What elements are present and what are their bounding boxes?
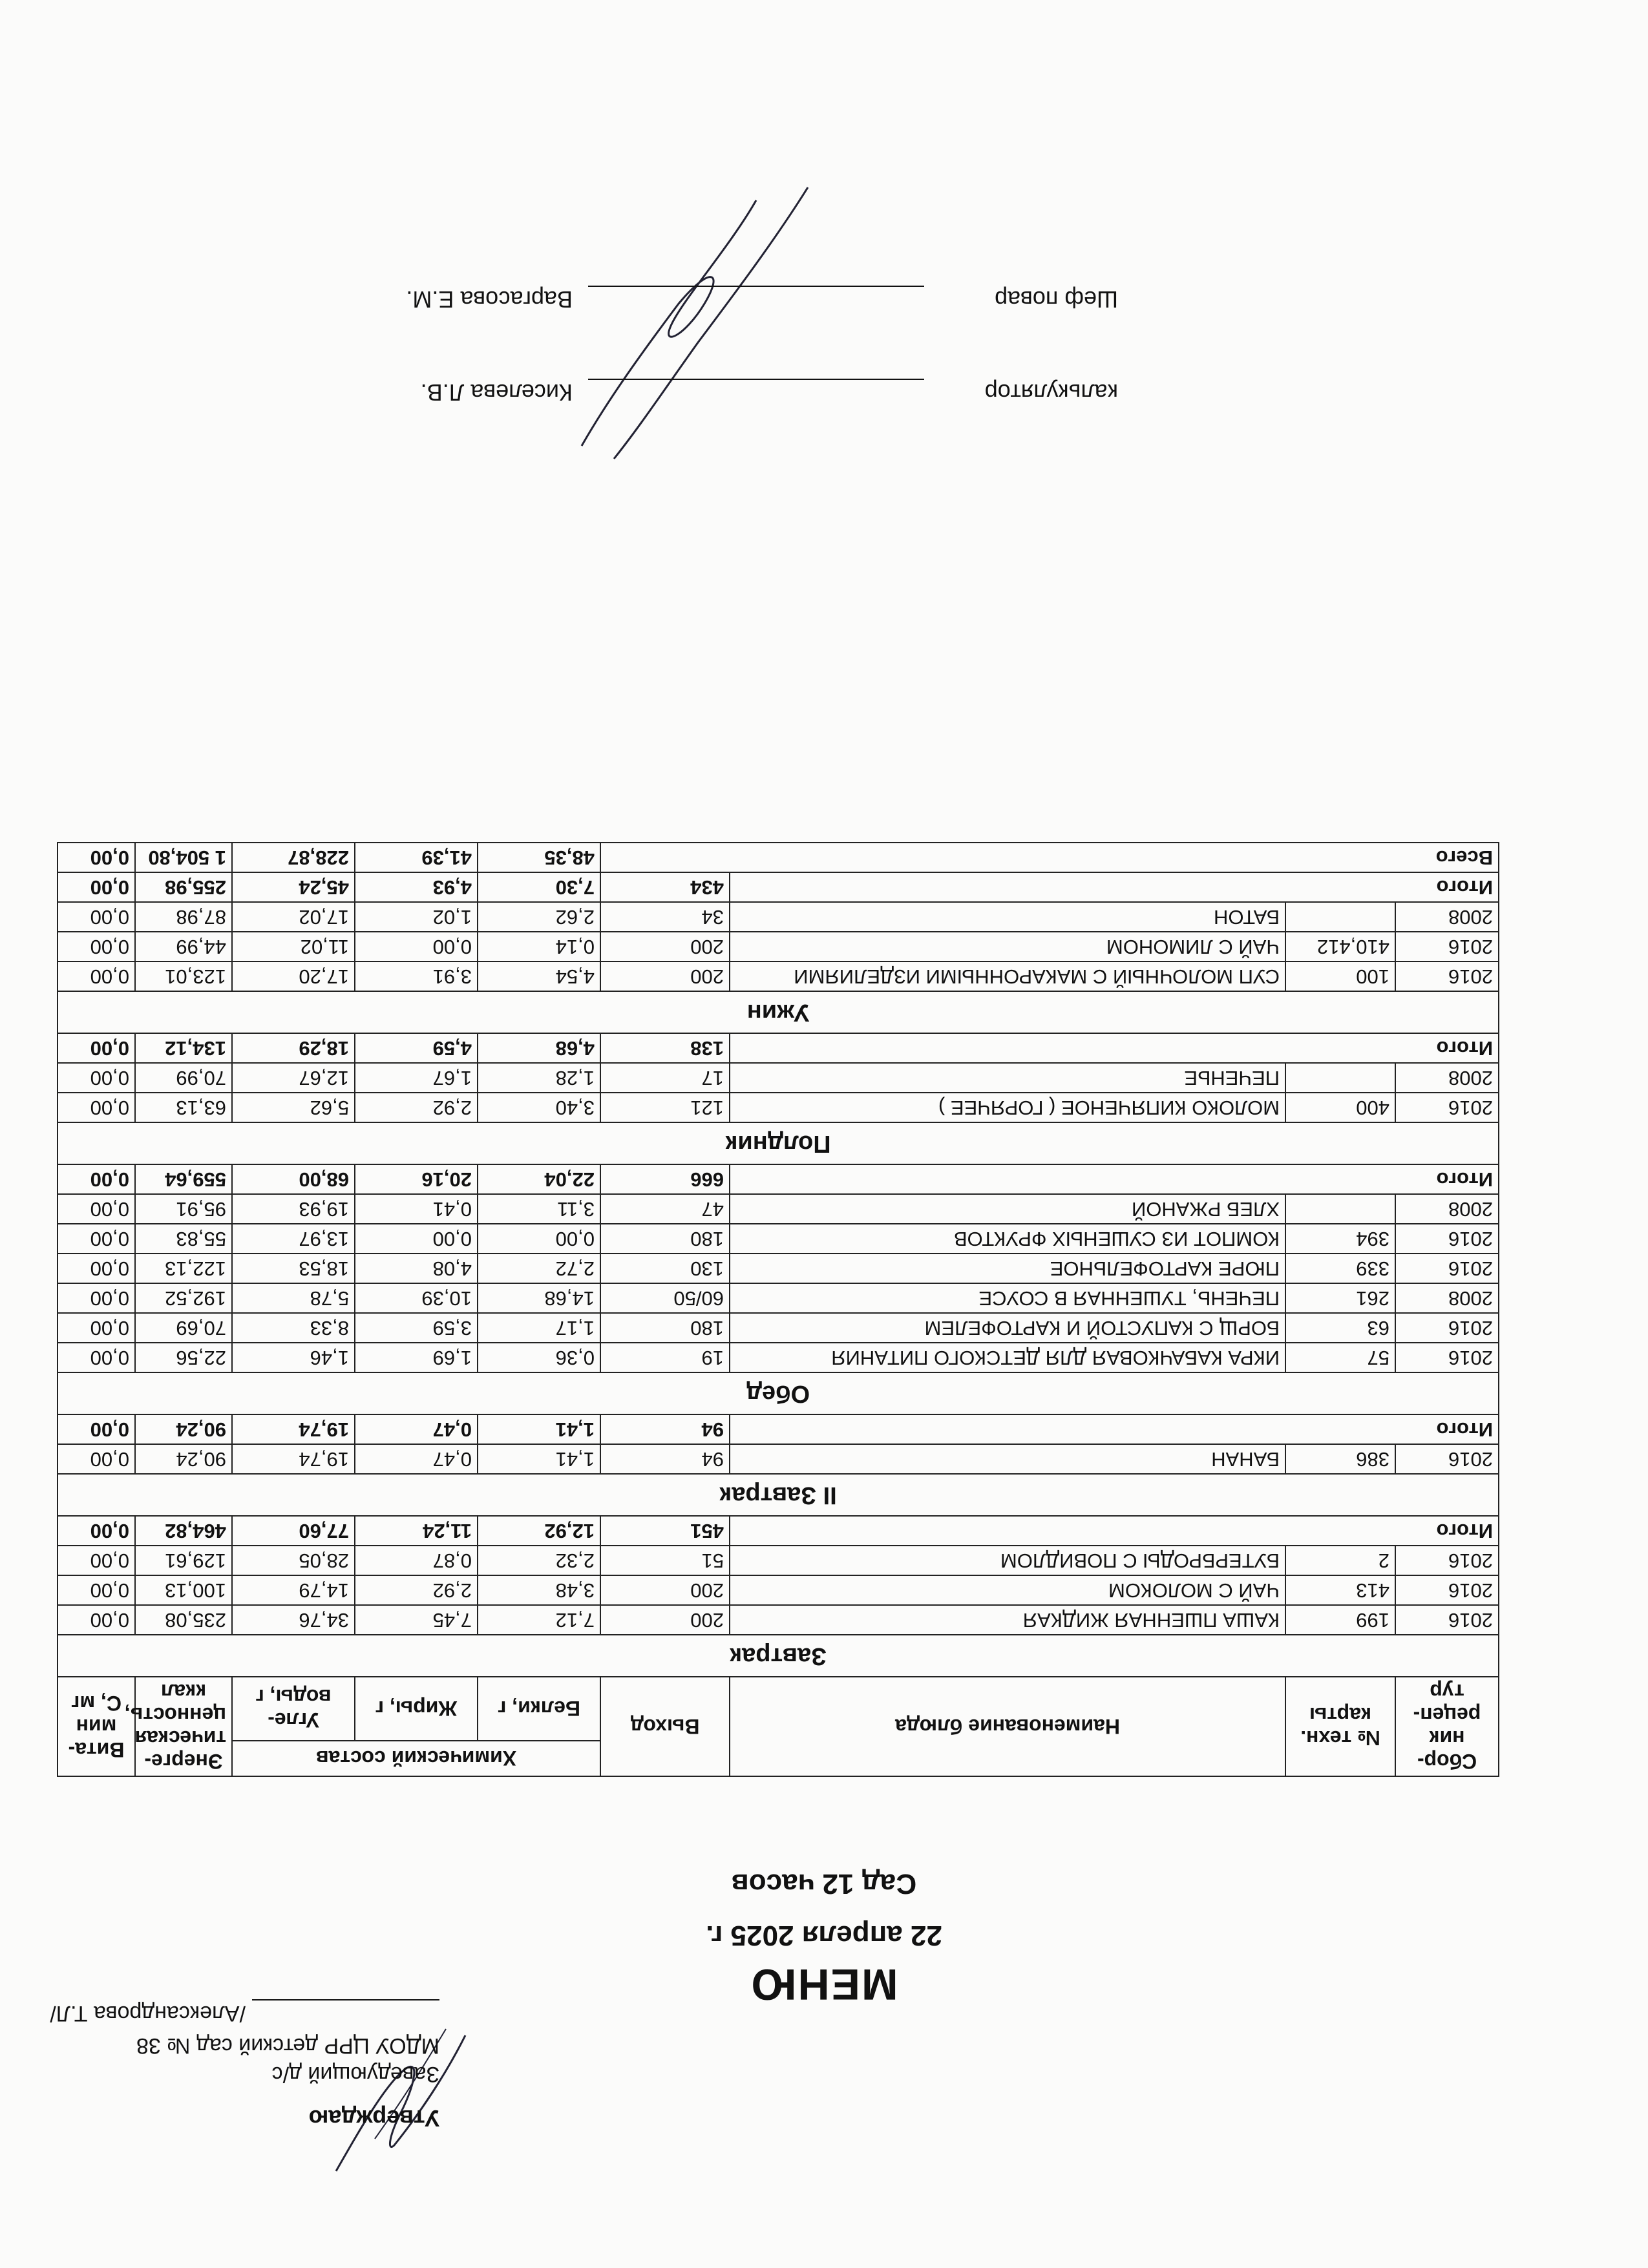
- dish-row: [58, 1254, 1499, 1283]
- cell-energy: 55,83: [135, 1224, 232, 1254]
- cell-vitamin: 0,00: [58, 1605, 135, 1635]
- cell-vitamin: 0,00: [58, 1224, 135, 1254]
- cell-vitamin: 0,00: [58, 1444, 135, 1474]
- menu-date: 22 апреля 2025 г.: [706, 1920, 942, 1951]
- cell-fats: 4,08: [355, 1254, 478, 1283]
- total-output: 138: [600, 1033, 730, 1063]
- cell-card: 413: [1285, 1575, 1395, 1605]
- cell-carbs: 34,76: [232, 1605, 355, 1635]
- cell-vitamin: 0,00: [58, 1546, 135, 1575]
- cell-energy: 235,08: [135, 1605, 232, 1635]
- cell-proteins: 7,12: [478, 1605, 600, 1635]
- menu-table: [57, 842, 1499, 1777]
- cell-output: 19: [600, 1343, 730, 1372]
- cell-proteins: 3,11: [478, 1194, 600, 1224]
- cell-card: 63: [1285, 1313, 1395, 1343]
- total-carbs: 68,00: [232, 1164, 355, 1194]
- cell-card: [1285, 902, 1395, 932]
- total-fats: 4,93: [355, 872, 478, 902]
- total-output: 94: [600, 1414, 730, 1444]
- total-label: Итого: [730, 1414, 1499, 1444]
- cell-energy: 122,13: [135, 1254, 232, 1283]
- meal-section-row: [58, 1474, 1499, 1516]
- total-energy: 90,24: [135, 1414, 232, 1444]
- total-proteins: 4,68: [478, 1033, 600, 1063]
- cell-collection: 2016: [1395, 1605, 1499, 1635]
- cell-output: 200: [600, 1575, 730, 1605]
- cell-name: ЧАЙ С ЛИМОНОМ: [730, 932, 1285, 961]
- cell-name: БАТОН: [730, 902, 1285, 932]
- grand-total-label: Всего: [600, 843, 1499, 872]
- total-carbs: 77,60: [232, 1516, 355, 1546]
- grand-total-carbs: 228,87: [232, 843, 355, 872]
- cell-card: 386: [1285, 1444, 1395, 1474]
- signature-underline: [588, 286, 924, 317]
- cell-output: 200: [600, 961, 730, 991]
- total-vitamin: 0,00: [58, 1414, 135, 1444]
- cell-card: 400: [1285, 1093, 1395, 1122]
- cell-output: 34: [600, 902, 730, 932]
- cell-collection: 2016: [1395, 1575, 1499, 1605]
- cell-output: 60/50: [600, 1283, 730, 1313]
- cell-carbs: 5,62: [232, 1093, 355, 1122]
- cell-proteins: 1,28: [478, 1063, 600, 1093]
- total-carbs: 18,29: [232, 1033, 355, 1063]
- total-output: 451: [600, 1516, 730, 1546]
- cell-proteins: 1,17: [478, 1313, 600, 1343]
- cell-output: 94: [600, 1444, 730, 1474]
- total-label: Итого: [730, 872, 1499, 902]
- dish-row: [58, 1575, 1499, 1605]
- cell-vitamin: 0,00: [58, 902, 135, 932]
- dish-row: [58, 1093, 1499, 1122]
- cell-carbs: 13,97: [232, 1224, 355, 1254]
- cell-energy: 87,98: [135, 902, 232, 932]
- cell-name: ИКРА КАБАЧКОВАЯ ДЛЯ ДЕТСКОГО ПИТАНИЯ: [730, 1343, 1285, 1372]
- cell-carbs: 14,79: [232, 1575, 355, 1605]
- cell-carbs: 19,74: [232, 1444, 355, 1474]
- cell-output: 200: [600, 932, 730, 961]
- grand-total-energy: 1 504,80: [135, 843, 232, 872]
- col-energy: Энерге-тическая ценность, ккал: [135, 1677, 232, 1776]
- cell-proteins: 2,32: [478, 1546, 600, 1575]
- dish-row: [58, 1313, 1499, 1343]
- cell-carbs: 11,02: [232, 932, 355, 961]
- cell-vitamin: 0,00: [58, 1093, 135, 1122]
- cell-output: 180: [600, 1313, 730, 1343]
- col-chem: Химический состав: [232, 1741, 600, 1776]
- cell-fats: 0,00: [355, 1224, 478, 1254]
- cell-energy: 123,01: [135, 961, 232, 991]
- cell-card: 261: [1285, 1283, 1395, 1313]
- signature-row-chef: [343, 286, 1118, 327]
- cell-name: ПЕЧЕНЬЕ: [730, 1063, 1285, 1093]
- cell-fats: 1,69: [355, 1343, 478, 1372]
- cell-fats: 3,59: [355, 1313, 478, 1343]
- col-card: № техн. карты: [1285, 1677, 1395, 1776]
- menu-group: Сад 12 часов: [731, 1868, 917, 1900]
- total-proteins: 22,04: [478, 1164, 600, 1194]
- cell-proteins: 3,48: [478, 1575, 600, 1605]
- cell-collection: 2016: [1395, 1343, 1499, 1372]
- cell-name: КАША ПШЕННАЯ ЖИДКАЯ: [730, 1605, 1285, 1635]
- col-name: Наименование блюда: [730, 1677, 1285, 1776]
- dish-row: [58, 1546, 1499, 1575]
- cell-fats: 3,91: [355, 961, 478, 991]
- cell-fats: 10,39: [355, 1283, 478, 1313]
- cell-name: БОРЩ С КАПУСТОЙ И КАРТОФЕЛЕМ: [730, 1313, 1285, 1343]
- cell-energy: 63,13: [135, 1093, 232, 1122]
- cell-card: 199: [1285, 1605, 1395, 1635]
- total-label: Итого: [730, 1164, 1499, 1194]
- dish-row: [58, 961, 1499, 991]
- total-vitamin: 0,00: [58, 1516, 135, 1546]
- dish-row: [58, 1605, 1499, 1635]
- menu-body: [58, 843, 1499, 1677]
- meal-section-row: [58, 1372, 1499, 1414]
- cell-energy: 70,99: [135, 1063, 232, 1093]
- cell-energy: 129,61: [135, 1546, 232, 1575]
- total-label: Итого: [730, 1516, 1499, 1546]
- cell-carbs: 17,20: [232, 961, 355, 991]
- cell-carbs: 17,02: [232, 902, 355, 932]
- grand-total-vitamin: 0,00: [58, 843, 135, 872]
- dish-row: [58, 932, 1499, 961]
- cell-output: 121: [600, 1093, 730, 1122]
- chef-role: Шеф повар: [995, 286, 1118, 313]
- cell-energy: 44,99: [135, 932, 232, 961]
- cell-collection: 2016: [1395, 932, 1499, 961]
- meal-title: Обед: [58, 1372, 1499, 1414]
- cell-collection: 2008: [1395, 1063, 1499, 1093]
- cell-carbs: 1,46: [232, 1343, 355, 1372]
- chef-name: Варгасова Е.М.: [406, 286, 573, 313]
- total-fats: 4,59: [355, 1033, 478, 1063]
- cell-carbs: 12,67: [232, 1063, 355, 1093]
- cell-energy: 90,24: [135, 1444, 232, 1474]
- cell-carbs: 28,05: [232, 1546, 355, 1575]
- total-fats: 11,24: [355, 1516, 478, 1546]
- cell-collection: 2016: [1395, 1444, 1499, 1474]
- calculator-name: Киселева Л.В.: [420, 379, 573, 406]
- cell-proteins: 0,00: [478, 1224, 600, 1254]
- total-energy: 559,64: [135, 1164, 232, 1194]
- meal-title: Ужин: [58, 991, 1499, 1033]
- signatures-block: [343, 234, 1118, 420]
- dish-row: [58, 1444, 1499, 1474]
- total-vitamin: 0,00: [58, 1033, 135, 1063]
- cell-output: 47: [600, 1194, 730, 1224]
- total-fats: 20,16: [355, 1164, 478, 1194]
- grand-total-proteins: 48,35: [478, 843, 600, 872]
- cell-energy: 95,91: [135, 1194, 232, 1224]
- total-vitamin: 0,00: [58, 872, 135, 902]
- meal-section-row: [58, 1122, 1499, 1164]
- meal-section-row: [58, 991, 1499, 1033]
- cell-collection: 2016: [1395, 1313, 1499, 1343]
- total-proteins: 12,92: [478, 1516, 600, 1546]
- cell-carbs: 8,33: [232, 1313, 355, 1343]
- cell-collection: 2016: [1395, 1093, 1499, 1122]
- document-header: [0, 1867, 1648, 2010]
- cell-name: ХЛЕБ РЖАНОЙ: [730, 1194, 1285, 1224]
- grand-total-row: [58, 843, 1499, 872]
- cell-collection: 2016: [1395, 961, 1499, 991]
- cell-collection: 2016: [1395, 1254, 1499, 1283]
- meal-section-row: [58, 1635, 1499, 1677]
- cell-proteins: 2,72: [478, 1254, 600, 1283]
- cell-fats: 0,00: [355, 932, 478, 961]
- meal-total-row: [58, 872, 1499, 902]
- meal-total-row: [58, 1033, 1499, 1063]
- cell-collection: 2016: [1395, 1546, 1499, 1575]
- cell-vitamin: 0,00: [58, 932, 135, 961]
- meal-total-row: [58, 1164, 1499, 1194]
- cell-fats: 2,92: [355, 1093, 478, 1122]
- meal-title: II Завтрак: [58, 1474, 1499, 1516]
- cell-vitamin: 0,00: [58, 1313, 135, 1343]
- total-output: 666: [600, 1164, 730, 1194]
- cell-carbs: 18,53: [232, 1254, 355, 1283]
- dish-row: [58, 1194, 1499, 1224]
- cell-fats: 2,92: [355, 1575, 478, 1605]
- cell-name: ПЕЧЕНЬ, ТУШЕННАЯ В СОУСЕ: [730, 1283, 1285, 1313]
- dish-row: [58, 1343, 1499, 1372]
- meal-total-row: [58, 1516, 1499, 1546]
- meal-title: Завтрак: [58, 1635, 1499, 1677]
- cell-output: 130: [600, 1254, 730, 1283]
- cell-card: 410,412: [1285, 932, 1395, 961]
- total-carbs: 45,24: [232, 872, 355, 902]
- cell-name: БУТЕРБРОДЫ С ПОВИДЛОМ: [730, 1546, 1285, 1575]
- col-fats: Жиры, г: [355, 1677, 478, 1741]
- dish-row: [58, 1224, 1499, 1254]
- cell-vitamin: 0,00: [58, 1194, 135, 1224]
- total-label: Итого: [730, 1033, 1499, 1063]
- total-energy: 255,98: [135, 872, 232, 902]
- cell-card: 339: [1285, 1254, 1395, 1283]
- approval-signer: /Александрова Т.Л/: [50, 2001, 246, 2026]
- cell-proteins: 2,62: [478, 902, 600, 932]
- cell-vitamin: 0,00: [58, 1254, 135, 1283]
- table-header-row: [58, 1741, 1499, 1776]
- approval-organization: МДОУ ЦРР детский сад № 38: [136, 2033, 439, 2058]
- total-proteins: 1,41: [478, 1414, 600, 1444]
- cell-proteins: 14,68: [478, 1283, 600, 1313]
- cell-name: МОЛОКО КИПЯЧЕНОЕ ( ГОРЯЧЕЕ ): [730, 1093, 1285, 1122]
- dish-row: [58, 902, 1499, 932]
- cell-proteins: 0,36: [478, 1343, 600, 1372]
- cell-name: ПЮРЕ КАРТОФЕЛЬНОЕ: [730, 1254, 1285, 1283]
- cell-card: [1285, 1063, 1395, 1093]
- total-proteins: 7,30: [478, 872, 600, 902]
- cell-name: ЧАЙ С МОЛОКОМ: [730, 1575, 1285, 1605]
- dish-row: [58, 1063, 1499, 1093]
- cell-card: 2: [1285, 1546, 1395, 1575]
- cell-fats: 0,87: [355, 1546, 478, 1575]
- cell-output: 17: [600, 1063, 730, 1093]
- total-energy: 464,82: [135, 1516, 232, 1546]
- dish-row: [58, 1283, 1499, 1313]
- cell-proteins: 4,54: [478, 961, 600, 991]
- cell-energy: 22,56: [135, 1343, 232, 1372]
- cell-collection: 2008: [1395, 902, 1499, 932]
- approval-title: Утверждаю: [308, 2105, 439, 2132]
- cell-collection: 2016: [1395, 1224, 1499, 1254]
- cell-card: [1285, 1194, 1395, 1224]
- cell-card: 100: [1285, 961, 1395, 991]
- cell-output: 200: [600, 1605, 730, 1635]
- cell-vitamin: 0,00: [58, 1575, 135, 1605]
- col-output: Выход: [600, 1677, 730, 1776]
- cell-output: 51: [600, 1546, 730, 1575]
- approval-block: [39, 1999, 439, 2132]
- signature-row-calculator: [343, 379, 1118, 420]
- total-energy: 134,12: [135, 1033, 232, 1063]
- total-vitamin: 0,00: [58, 1164, 135, 1194]
- document-title: МЕНЮ: [750, 1960, 898, 2009]
- cell-fats: 0,47: [355, 1444, 478, 1474]
- cell-card: 394: [1285, 1224, 1395, 1254]
- grand-total-fats: 41,39: [355, 843, 478, 872]
- cell-energy: 70,69: [135, 1313, 232, 1343]
- cell-card: 57: [1285, 1343, 1395, 1372]
- total-fats: 0,47: [355, 1414, 478, 1444]
- signature-underline: [588, 379, 924, 410]
- cell-proteins: 1,41: [478, 1444, 600, 1474]
- total-output: 434: [600, 872, 730, 902]
- cell-fats: 0,41: [355, 1194, 478, 1224]
- cell-collection: 2008: [1395, 1194, 1499, 1224]
- cell-vitamin: 0,00: [58, 1063, 135, 1093]
- cell-name: СУП МОЛОЧНЫЙ С МАКАРОННЫМИ ИЗДЕЛИЯМИ: [730, 961, 1285, 991]
- cell-energy: 100,13: [135, 1575, 232, 1605]
- cell-fats: 7,45: [355, 1605, 478, 1635]
- cell-proteins: 0,14: [478, 932, 600, 961]
- cell-fats: 1,67: [355, 1063, 478, 1093]
- col-vitamin: Вита-мин С, мг: [58, 1677, 135, 1776]
- cell-name: КОМПОТ ИЗ СУШЕНЫХ ФРУКТОВ: [730, 1224, 1285, 1254]
- cell-fats: 1,02: [355, 902, 478, 932]
- cell-collection: 2008: [1395, 1283, 1499, 1313]
- col-carbs: Угле-воды, г: [232, 1677, 355, 1741]
- cell-name: БАНАН: [730, 1444, 1285, 1474]
- meal-total-row: [58, 1414, 1499, 1444]
- cell-carbs: 5,78: [232, 1283, 355, 1313]
- total-carbs: 19,74: [232, 1414, 355, 1444]
- cell-output: 180: [600, 1224, 730, 1254]
- cell-vitamin: 0,00: [58, 1343, 135, 1372]
- cell-proteins: 3,40: [478, 1093, 600, 1122]
- calculator-role: калькулятор: [984, 379, 1118, 406]
- cell-vitamin: 0,00: [58, 1283, 135, 1313]
- col-collection: Сбор-ник рецеп-тур: [1395, 1677, 1499, 1776]
- col-proteins: Белки, г: [478, 1677, 600, 1741]
- approval-position: Заведующий д/с: [271, 2062, 439, 2086]
- meal-title: Полдник: [58, 1122, 1499, 1164]
- cell-vitamin: 0,00: [58, 961, 135, 991]
- cell-carbs: 19,93: [232, 1194, 355, 1224]
- cell-energy: 192,52: [135, 1283, 232, 1313]
